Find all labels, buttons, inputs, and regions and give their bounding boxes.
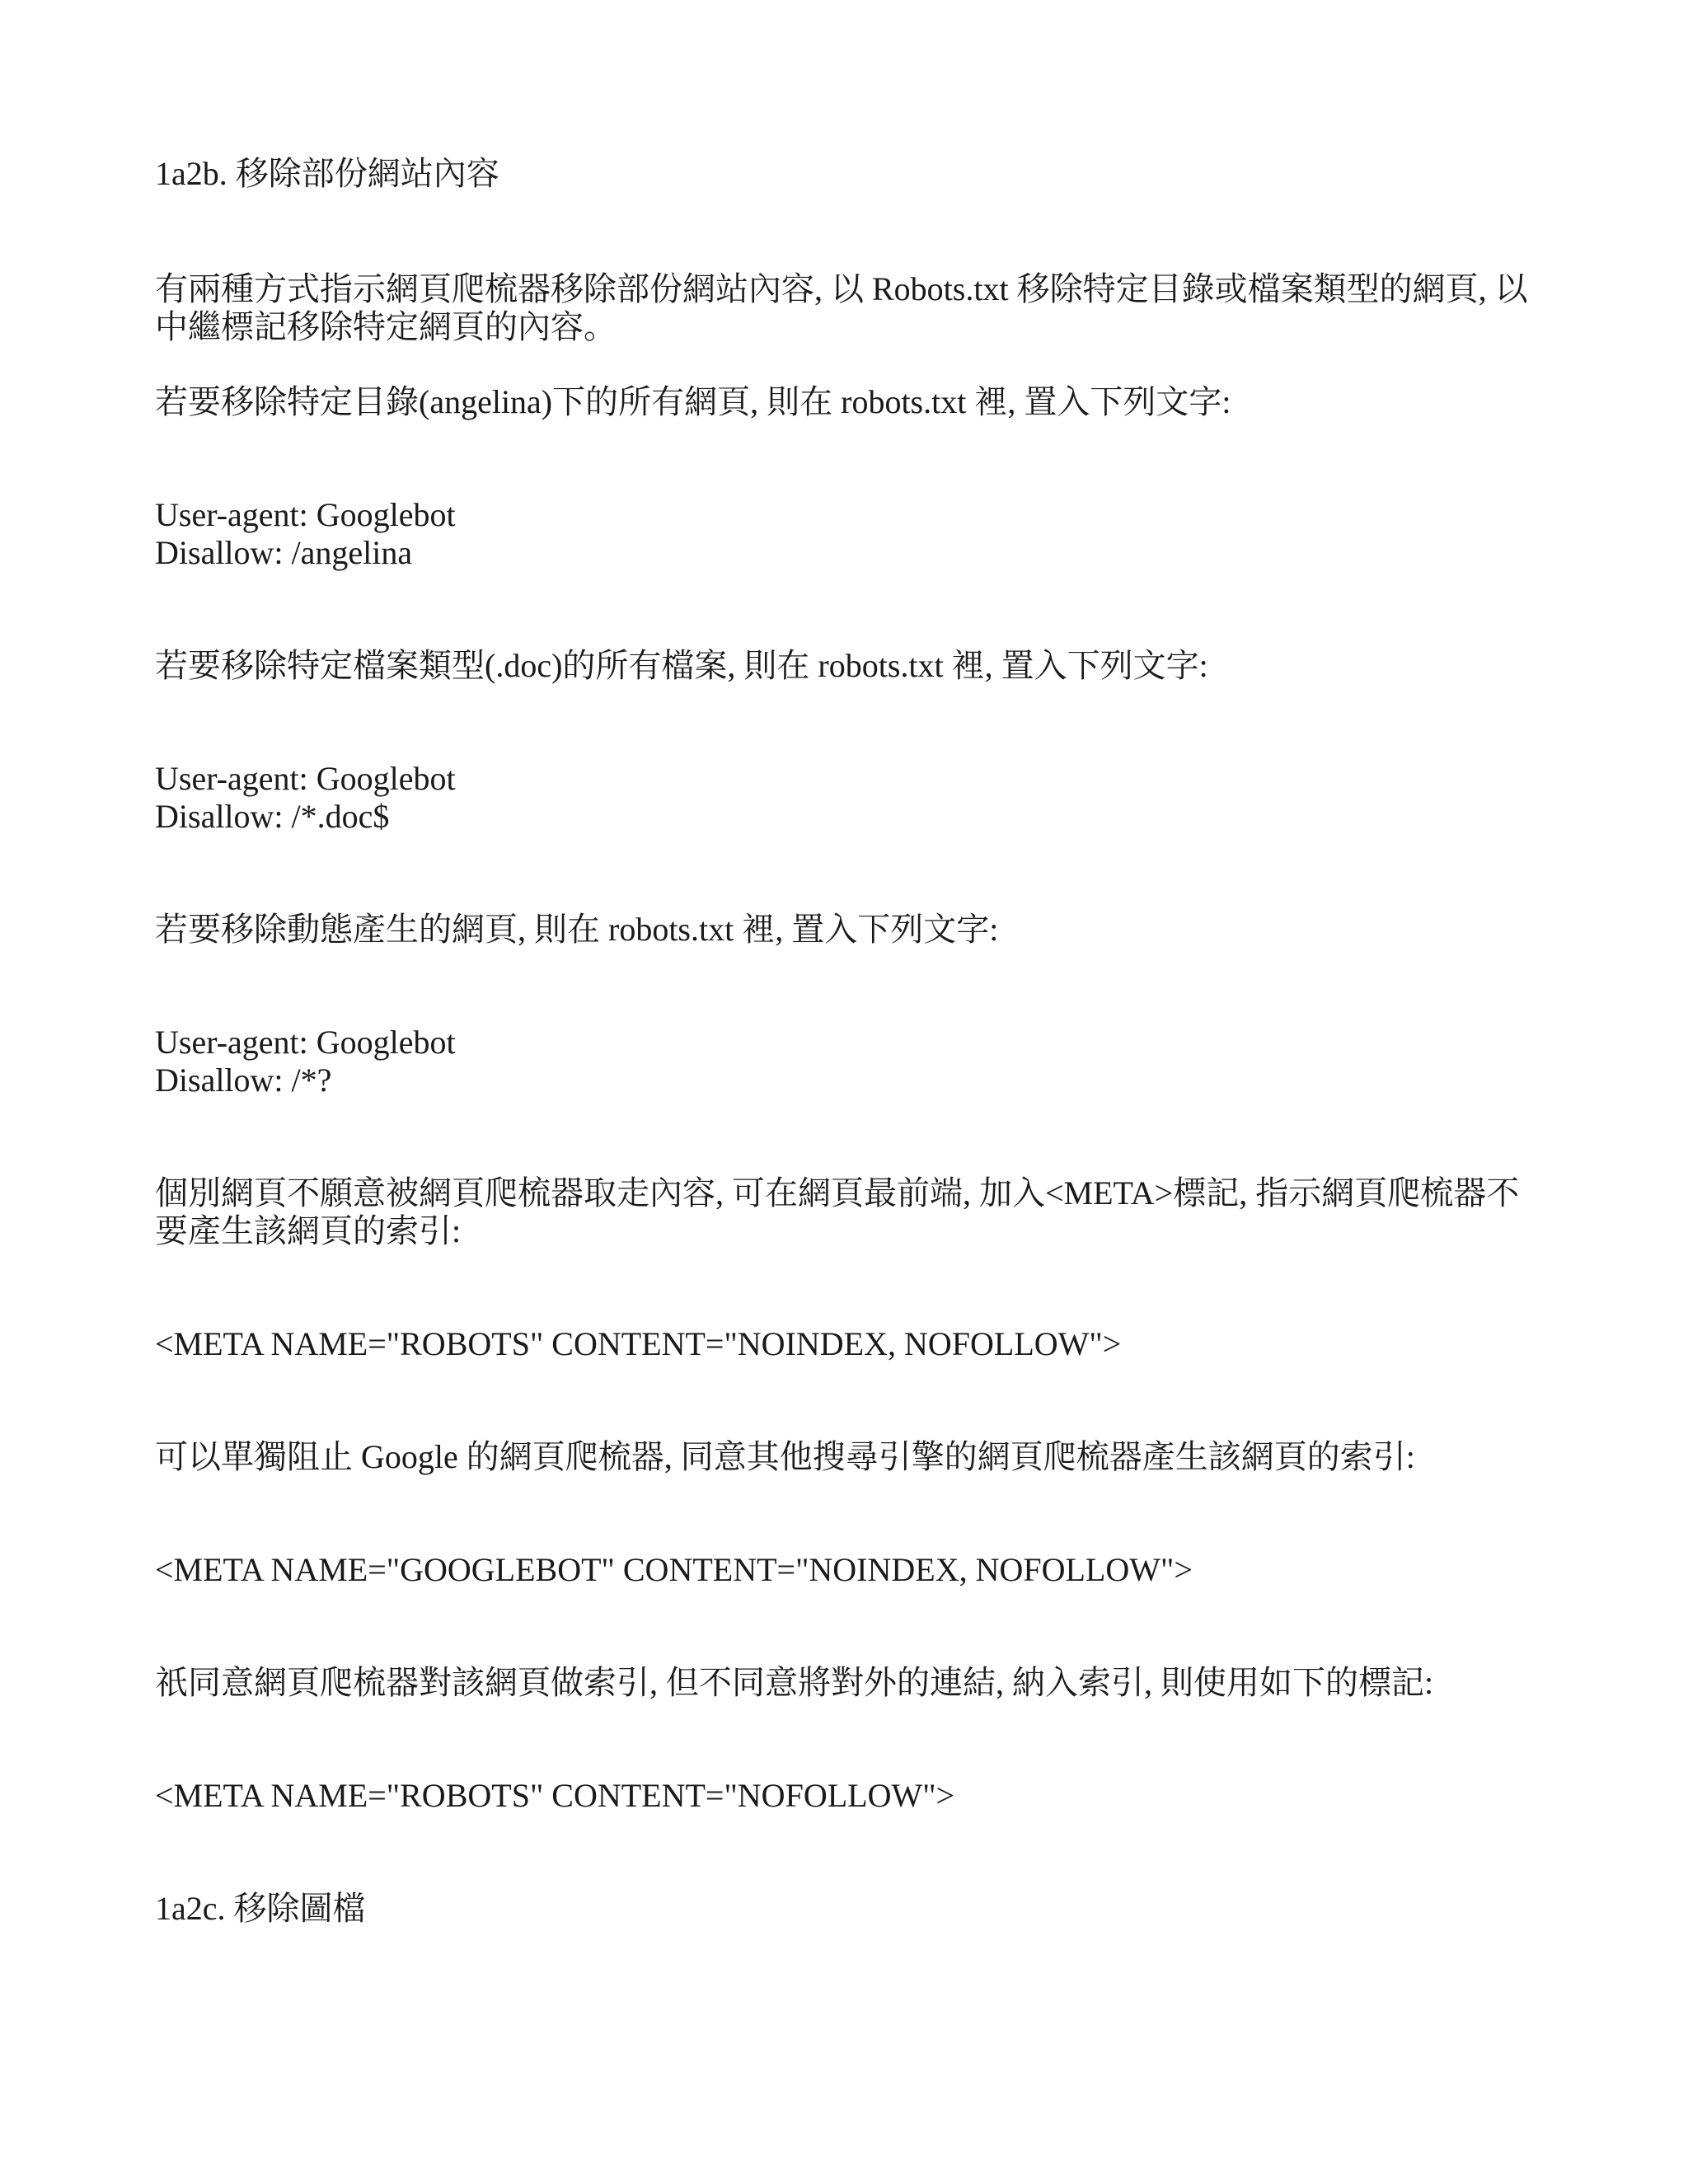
meta-paragraph-line-1: 個別網頁不願意被網頁爬梳器取走內容, 可在網頁最前端, 加入<META>標記, 指示網頁爬梳器不 <box>155 1174 1520 1212</box>
directory-code-user-agent: User-agent: Googlebot <box>155 496 456 533</box>
nofollow-instruction: 祇同意網頁爬梳器對該網頁做索引, 但不同意將對外的連結, 納入索引, 則使用如下的標記: <box>155 1664 1434 1701</box>
meta-robots-nofollow-code: <META NAME="ROBOTS" CONTENT="NOFOLLOW"> <box>155 1777 955 1814</box>
meta-robots-noindex-code: <META NAME="ROBOTS" CONTENT="NOINDEX, NOFOLLOW"> <box>155 1325 1122 1362</box>
meta-googlebot-code: <META NAME="GOOGLEBOT" CONTENT="NOINDEX, NOFOLLOW"> <box>155 1551 1193 1588</box>
directory-code-disallow: Disallow: /angelina <box>155 534 413 571</box>
filetype-instruction: 若要移除特定檔案類型(.doc)的所有檔案, 則在 robots.txt 裡, 置入下列文字: <box>155 647 1208 684</box>
meta-paragraph-line-2: 要產生該網頁的索引: <box>155 1212 462 1249</box>
dynamic-code-disallow: Disallow: /*? <box>155 1062 332 1099</box>
intro-paragraph-line-2: 中繼標記移除特定網頁的內容。 <box>155 308 617 345</box>
googlebot-instruction: 可以單獨阻止 Google 的網頁爬梳器, 同意其他搜尋引擎的網頁爬梳器產生該網頁的索引: <box>155 1438 1415 1475</box>
filetype-code-user-agent: User-agent: Googlebot <box>155 760 456 797</box>
intro-paragraph-line-1: 有兩種方式指示網頁爬梳器移除部份網站內容, 以 Robots.txt 移除特定目錄或檔案類型的網頁, 以 <box>155 270 1528 307</box>
dynamic-code-user-agent: User-agent: Googlebot <box>155 1024 456 1061</box>
section-heading-1a2b: 1a2b. 移除部份網站內容 <box>155 155 499 192</box>
directory-instruction: 若要移除特定目錄(angelina)下的所有網頁, 則在 robots.txt 裡, 置入下列文字: <box>155 383 1231 420</box>
dynamic-instruction: 若要移除動態產生的網頁, 則在 robots.txt 裡, 置入下列文字: <box>155 911 999 948</box>
section-heading-1a2c: 1a2c. 移除圖檔 <box>155 1890 366 1927</box>
filetype-code-disallow: Disallow: /*.doc$ <box>155 798 390 835</box>
